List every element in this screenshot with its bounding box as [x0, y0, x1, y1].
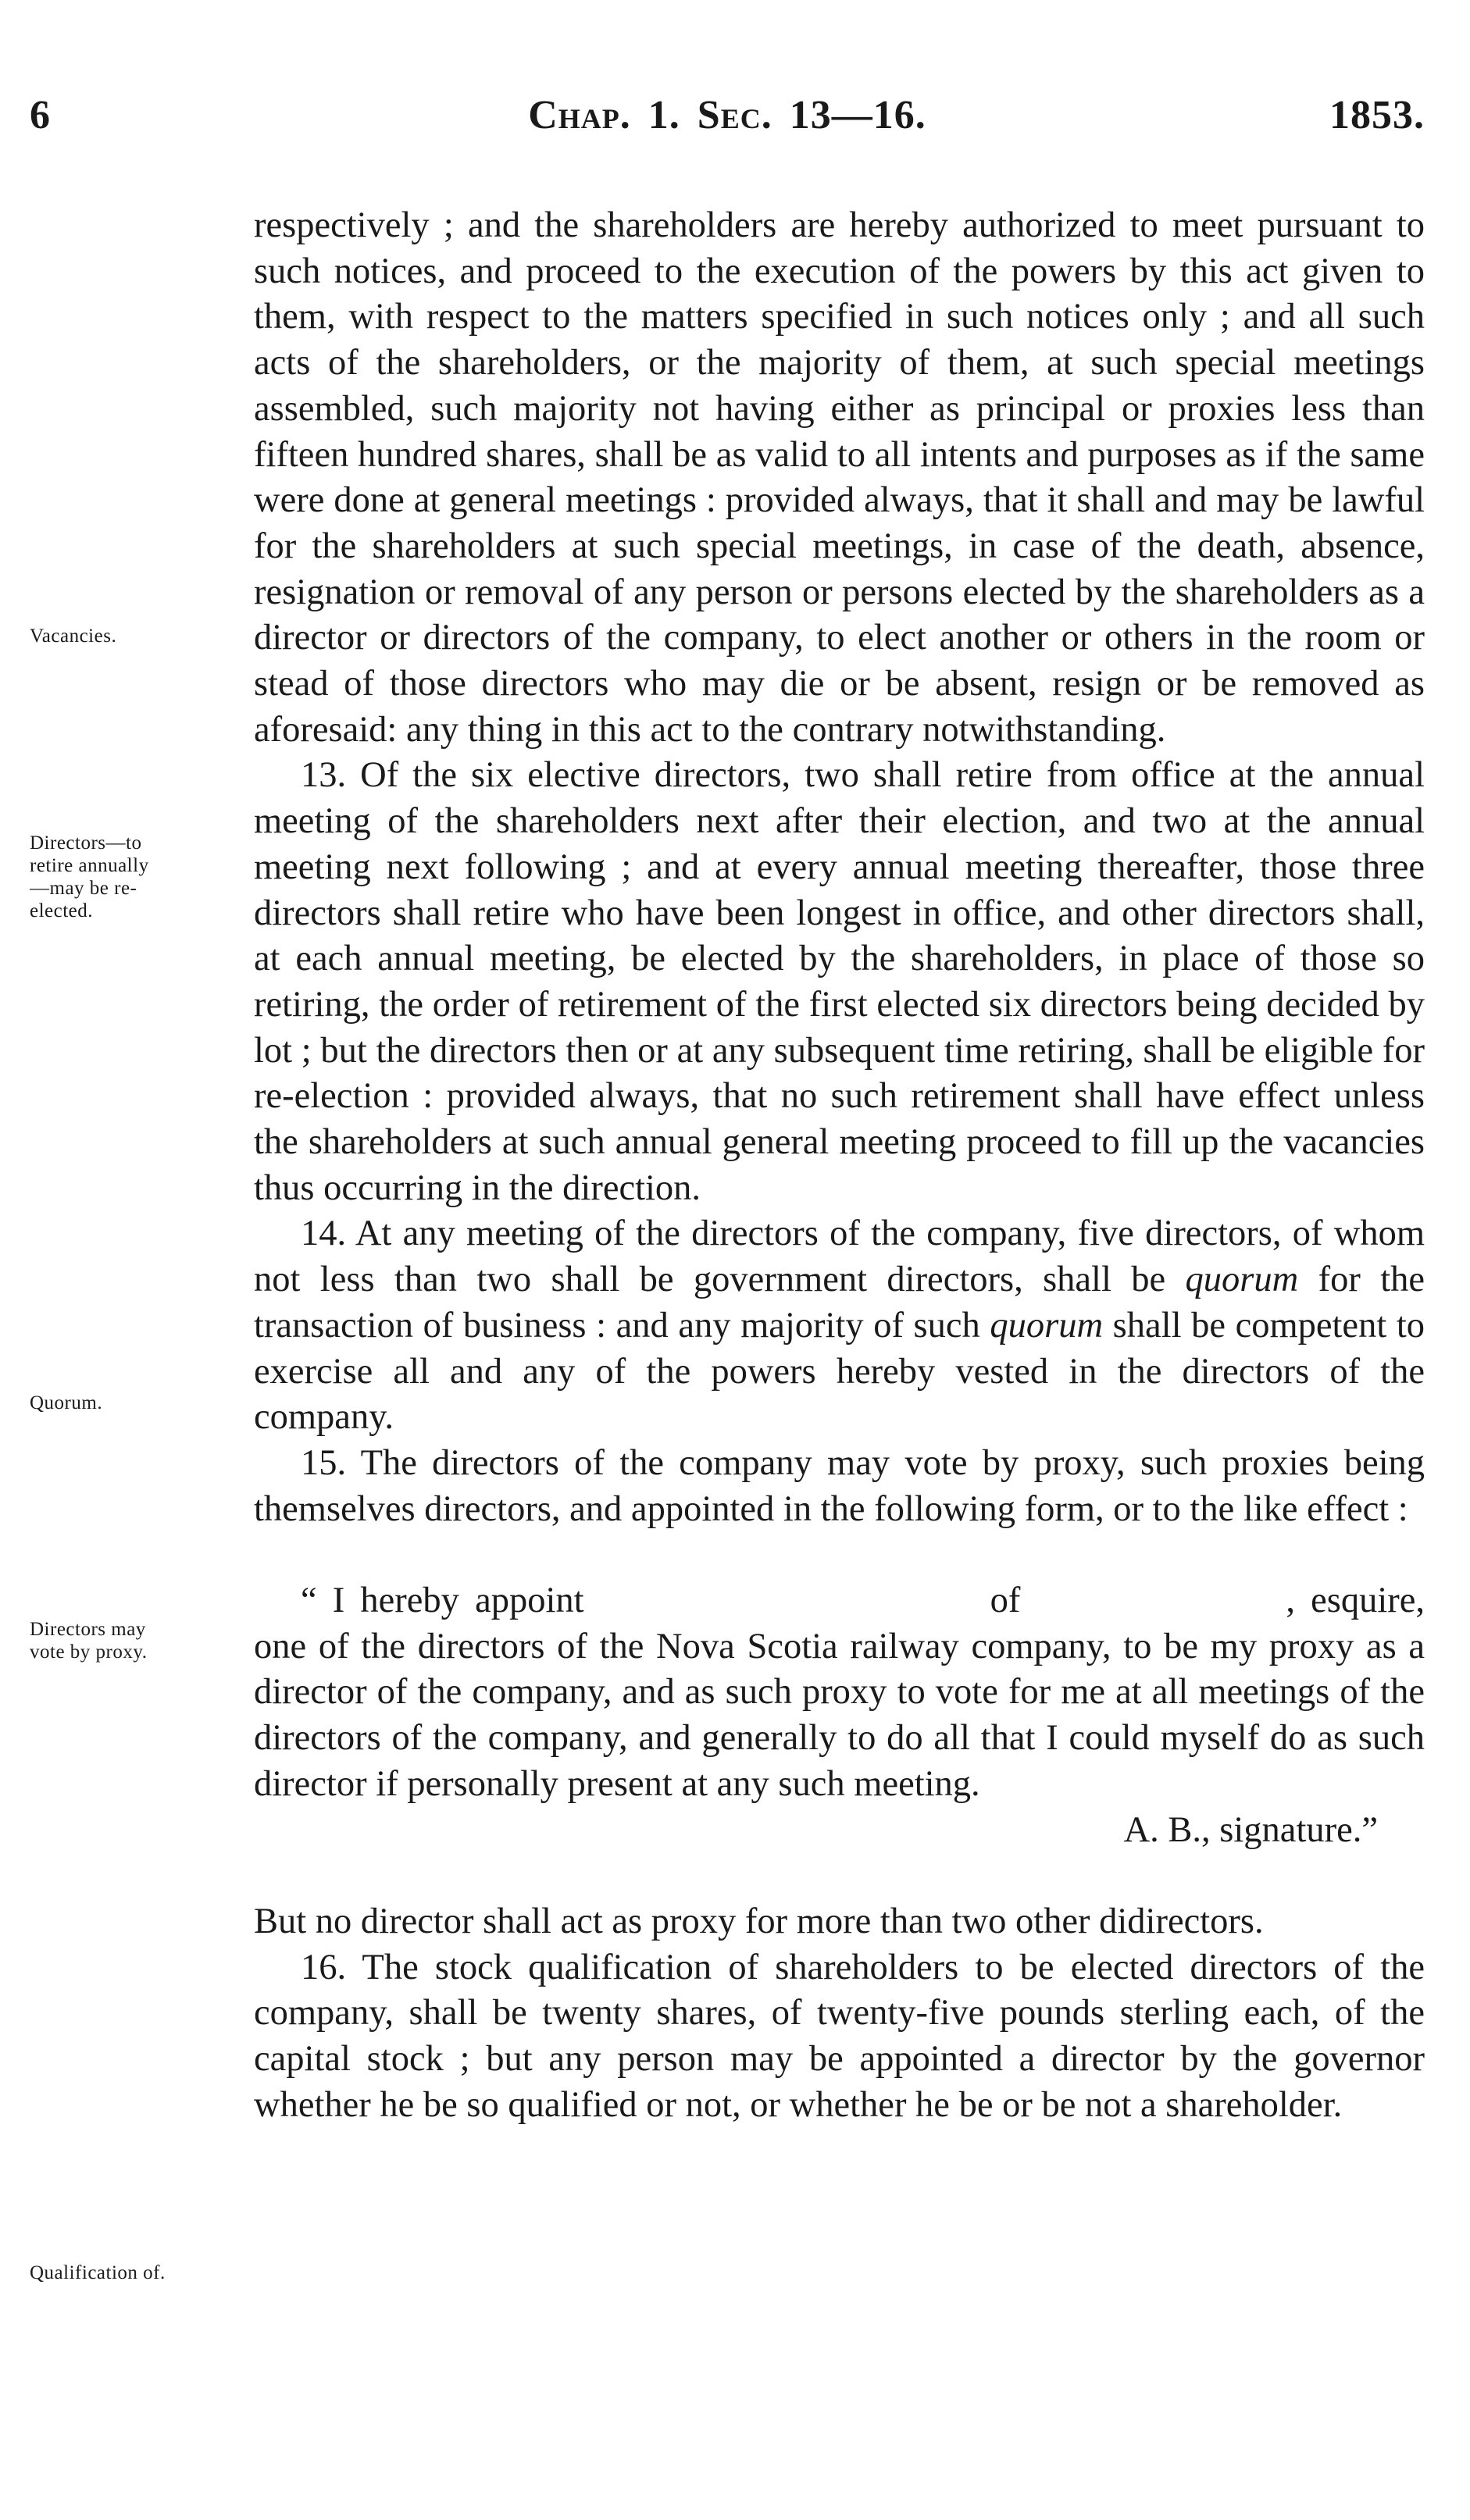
running-head: Chap. 1. Sec. 13—16.: [528, 93, 926, 137]
signature-line: A. B., signature.”: [1123, 1809, 1378, 1850]
header-year: 1853.: [1329, 93, 1425, 137]
text-column: [254, 203, 1425, 2129]
page-number: 6: [30, 93, 51, 137]
margin-note-quorum: Quorum.: [30, 1392, 103, 1413]
after-form-paragraph: But no director shall act as proxy for more than two other didirectors.: [254, 1901, 1264, 1941]
paragraph-continuation: respectively ; and the shareholders are hereby authorized to meet pursuant to such notices, and proceed to the execution of the powers by this act given to them, with respect to the matters specified in such notices only ; and all such acts of the shareholders, or the majority of them, at such special meetings assembled, such majority not having either as principal or proxies less than fifteen hundred shares, shall be as valid to all intents and purposes as if the same were done at general meetings : provided always, that it shall and may be lawful for the shareholders at such special meetings, in case of the death, absence, resignation or removal of any person or persons elected by the shareholders as a director or directors of the company, to elect another or others in the room or stead of those directors who may die or be absent, resign or be removed as aforesaid: any thing in this act to the contrary notwithstanding.: [254, 205, 1425, 750]
spacer: [254, 1532, 1425, 1578]
section-15: 15. The directors of the company may vote by proxy, such proxies being themselves directors, and appointed in the following form, or to the like effect :: [254, 1442, 1425, 1529]
quorum-term: quorum: [1185, 1260, 1299, 1300]
margin-note-vacancies: Vacancies.: [30, 626, 117, 647]
margin-note-directors-retire: Directors—to retire annually —may be re- elected.: [30, 832, 149, 921]
section-13: 13. Of the six elective directors, two shall retire from office at the annual meeting of the shareholders next after their election, and two at the annual meeting next following ; and at every annual meeting thereafter, those three directors shall retire who have been longest in office, and other directors shall, at each annual meeting, be elected by the shareholders, in place of those so retiring, the order of retirement of the first elected six directors being decided by lot ; but the directors then or at any subsequent time retiring, shall be eligible for re-election : provided always, that no such retirement shall have effect unless the shareholders at such annual general meeting proceed to fill up the vacancies thus occurring in the direction.: [254, 755, 1425, 1208]
margin-note-proxy: Directors may vote by proxy.: [30, 1619, 148, 1663]
running-header: [30, 92, 1425, 147]
margin-note-qualification: Qualification of.: [30, 2262, 166, 2283]
spacer: [254, 1853, 1425, 1899]
section-16: 16. The stock qualification of shareholders to be elected directors of the company, shall be twenty shares, of twenty-five pounds sterling each, of the capital stock ; but any person may be appointed a director by the governor whether he be so qualified or not, or whether he be or be not a shareholder.: [254, 1947, 1425, 2125]
section-14: 14. At any meeting of the directors of the company, five directors, of whom not less than two shall be government directors, shall be quorum for the transaction of business : and any majority of such quorum shall be competent to exercise all and any of the powers hereby vested in the directors of the company.: [254, 1214, 1425, 1438]
proxy-form: “ I hereby appoint of , esquire, one of the directors of the Nova Scotia railway company, to be my proxy as a director of the company, and as such proxy to vote for me at all meetings of the directors of the company, and generally to do all that I could myself do as such director if personally present at any such meeting.: [254, 1581, 1425, 1804]
quorum-term: quorum: [990, 1305, 1104, 1346]
